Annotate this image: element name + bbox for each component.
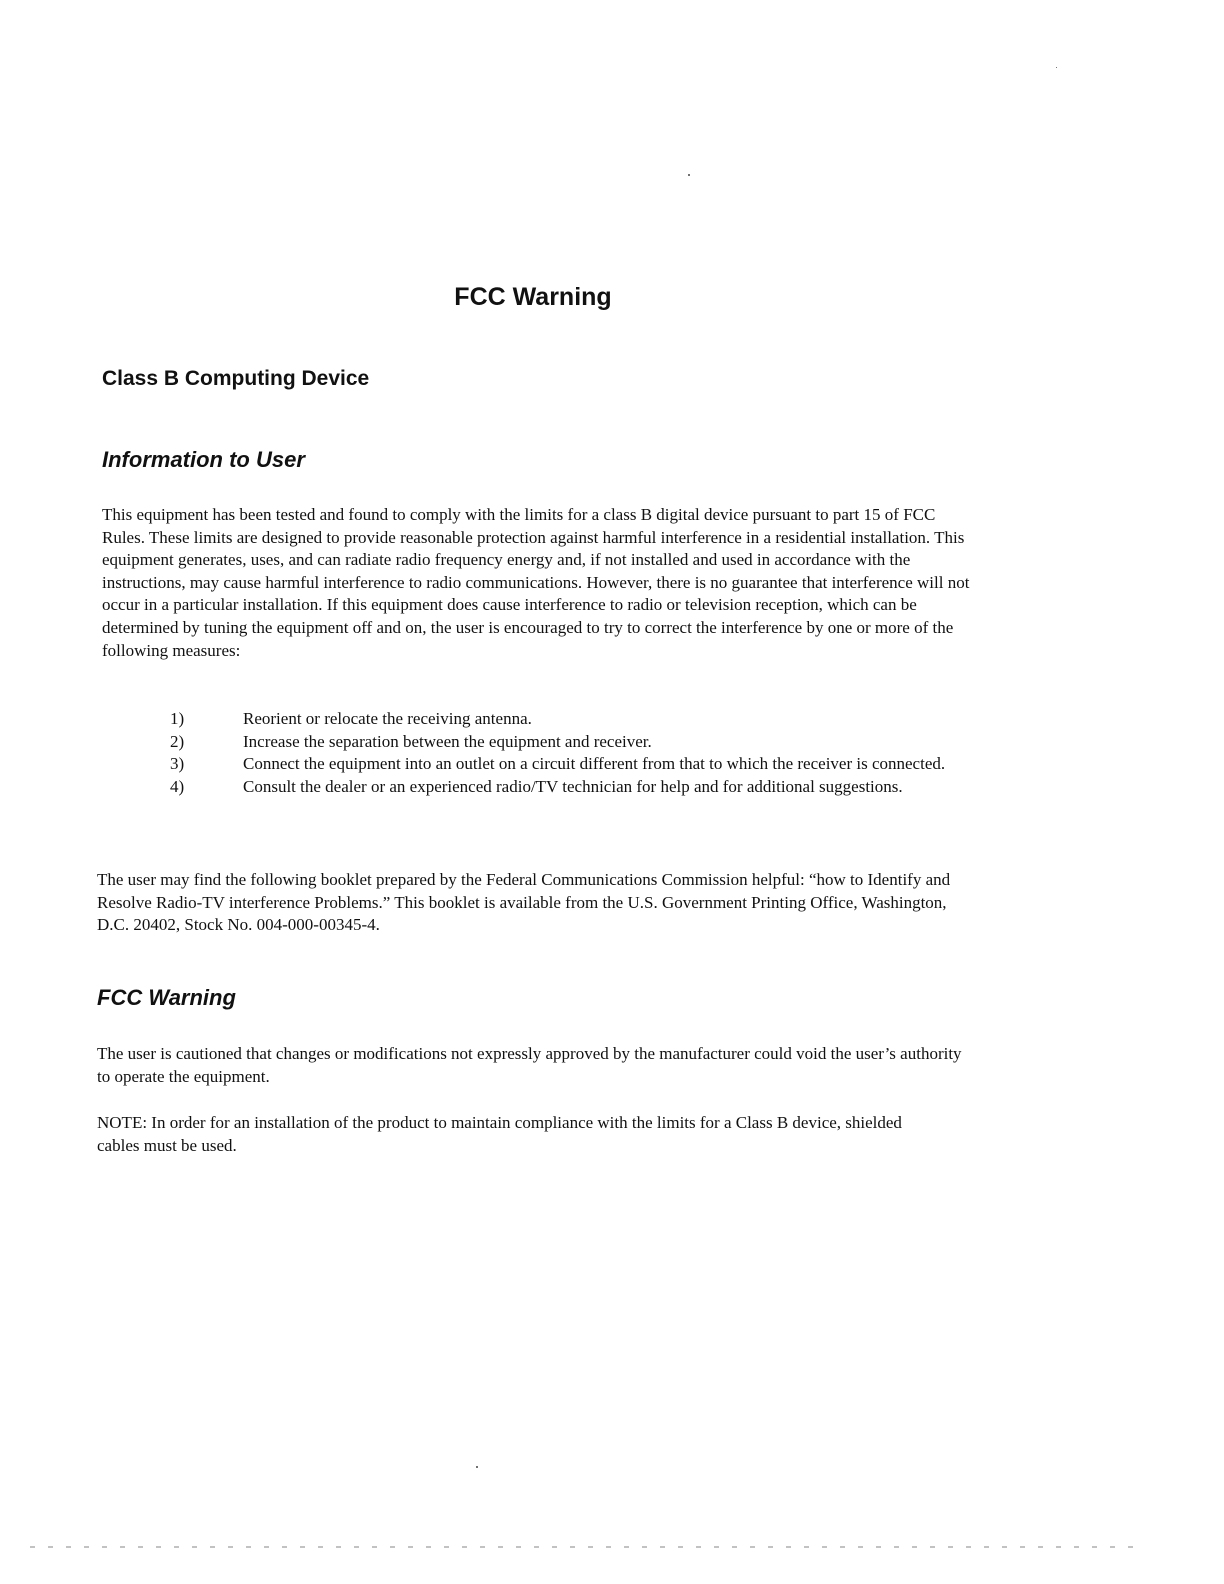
measure-text: Increase the separation between the equipment and receiver. <box>243 731 652 751</box>
measure-item <box>170 776 980 799</box>
measures-list <box>170 708 980 798</box>
scan-speck <box>476 1466 478 1468</box>
class-heading: Class B Computing Device <box>102 367 370 390</box>
scan-speck <box>688 174 690 176</box>
note-paragraph: NOTE: In order for an installation of the product to maintain compliance with the limits for a Class B device, shielded cables must be used. <box>97 1113 902 1155</box>
measure-number: 3) <box>170 754 185 774</box>
measure-item <box>170 731 980 754</box>
warning-heading: FCC Warning <box>97 985 236 1010</box>
scan-artifact-line <box>30 1546 1140 1548</box>
measure-text: Consult the dealer or an experienced radio/TV technician for help and for additional suggestions. <box>243 776 903 796</box>
measure-number: 1) <box>170 709 185 728</box>
measure-number: 4) <box>170 776 185 796</box>
compliance-paragraph: This equipment has been tested and found to comply with the limits for a class B digital device pursuant to part 15 of FCC Rules. These limits are designed to provide reasonable protection against harmful interference in a residential installation. This equipment generates, uses, and can radiate radio frequency energy and, if not installed and used in accordance with the instructions, may cause harmful interference to radio communications. However, there is no guarantee that interference will not occur in a particular installation. If this equipment does cause interference to radio or television reception, which can be determined by tuning the equipment off and on, the user is encouraged to try to correct the interference by one or more of the following measures: <box>102 505 970 660</box>
measure-number: 2) <box>170 731 185 751</box>
scan-speck <box>1056 67 1057 68</box>
measure-text: Reorient or relocate the receiving antenna. <box>243 709 532 728</box>
caution-paragraph: The user is cautioned that changes or modifications not expressly approved by the manufacturer could void the user’s authority to operate the equipment. <box>97 1044 962 1086</box>
measure-item <box>170 708 980 731</box>
info-heading: Information to User <box>102 447 305 472</box>
measure-item <box>170 753 980 776</box>
booklet-paragraph: The user may find the following booklet prepared by the Federal Communications Commission helpful: “how to Identify and Resolve Radio-TV interference Problems.” This booklet is available from the U.S. Government Printing Office, Washington, D.C. 20402, Stock No. 004-000-00345-4. <box>97 870 951 935</box>
measure-text: Connect the equipment into an outlet on a circuit different from that to which the receiver is connected. <box>243 754 946 774</box>
page-title: FCC Warning <box>454 283 612 311</box>
